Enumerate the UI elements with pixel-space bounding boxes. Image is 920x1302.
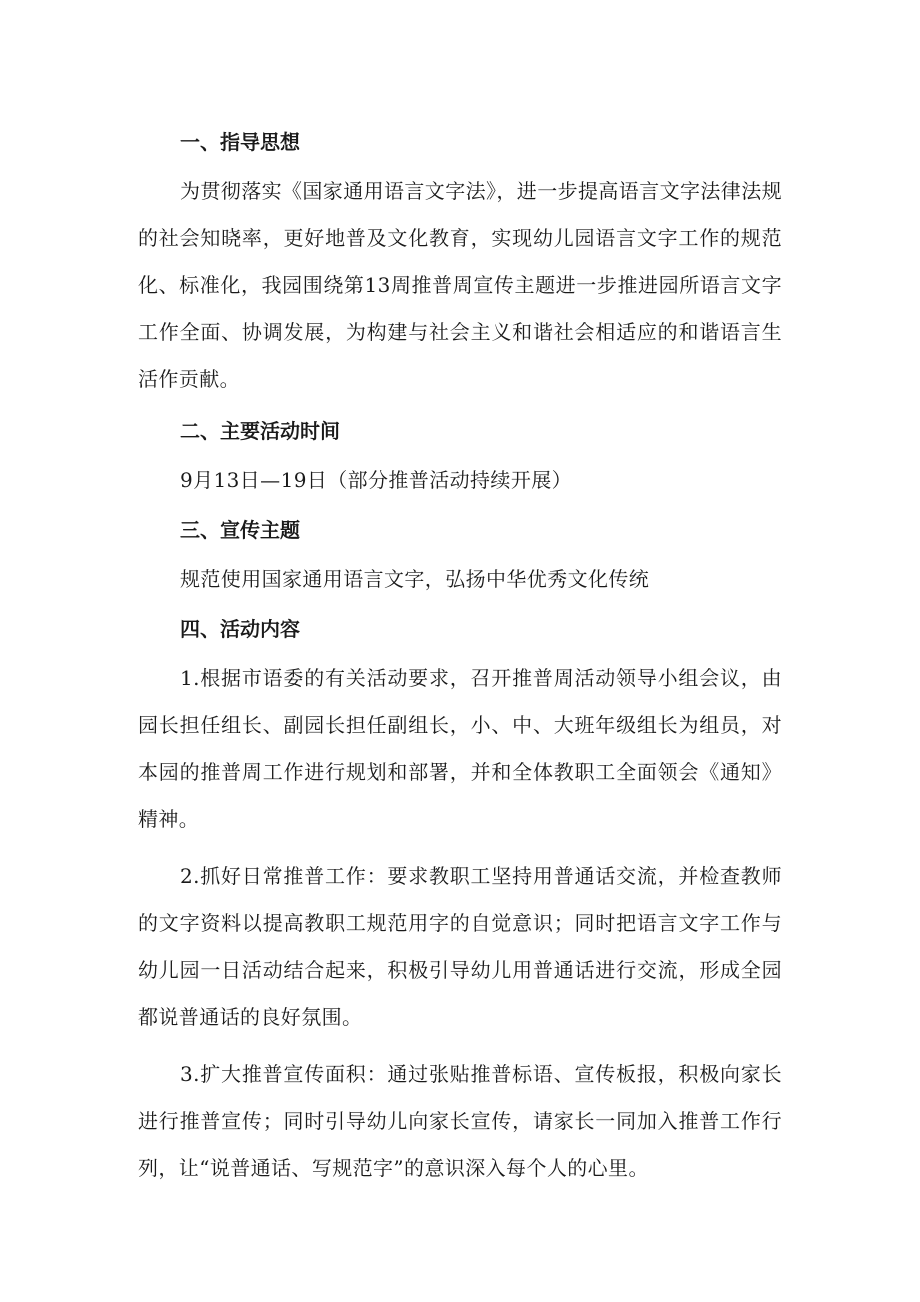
section-paragraph: 为贯彻落实《国家通用语言文字法》，进一步提高语言文字法律法规的社会知晓率，更好地普及文化教育，实现幼儿园语言文字工作的规范化、标准化，我园围绕第13周推普周宣传主题进一步推进园所语言文字工作全面、协调发展，为构建与社会主义和谐社会相适应的和谐语言生活作贡献。 [138, 179, 782, 391]
section-paragraph: 2.抓好日常推普工作：要求教职工坚持用普通话交流，并检查教师的文字资料以提高教职工规范用字的自觉意识；同时把语言文字工作与幼儿园一日活动结合起来，积极引导幼儿用普通话进行交流，形成全园都说普通话的良好氛围。 [138, 864, 782, 1029]
section-paragraph: 1.根据市语委的有关活动要求，召开推普周活动领导小组会议，由园长担任组长、副园长担任副组长，小、中、大班年级组长为组员，对本园的推普周工作进行规划和部署，并和全体教职工全面领会《通知》精神。 [138, 666, 782, 831]
section-paragraph: 9月13日—19日（部分推普活动持续开展） [180, 468, 573, 492]
section-paragraph: 规范使用国家通用语言文字，弘扬中华优秀文化传统 [180, 567, 650, 591]
section-paragraph: 3.扩大推普宣传面积：通过张贴推普标语、宣传板报，积极向家长进行推普宣传；同时引导幼儿向家长宣传，请家长一同加入推普工作行列，让“说普通话、写规范字”的意识深入每个人的心里。 [138, 1062, 782, 1180]
section-heading: 四、活动内容 [180, 617, 300, 641]
section-activity-time [138, 411, 782, 504]
section-guiding-thought [138, 122, 782, 403]
section-publicity-theme [138, 510, 782, 603]
section-heading: 二、主要活动时间 [180, 419, 340, 443]
section-heading: 三、宣传主题 [180, 518, 300, 542]
document-page [138, 122, 782, 1200]
section-activity-content [138, 609, 782, 1192]
section-heading: 一、指导思想 [180, 130, 300, 154]
